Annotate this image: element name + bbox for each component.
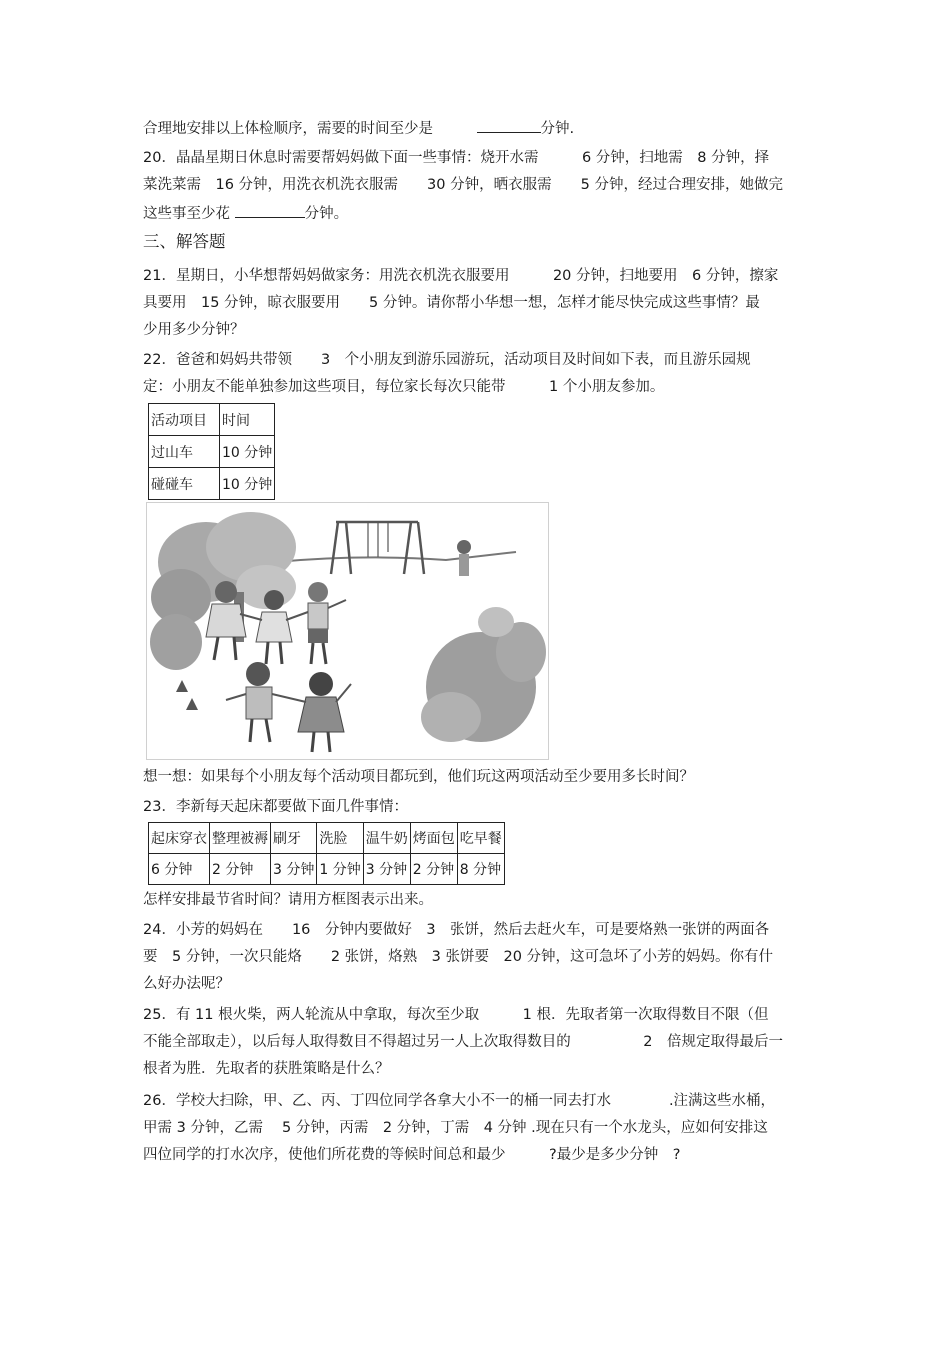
section-heading: 三、解答题: [143, 232, 226, 251]
time-cell: 3 分钟: [271, 854, 317, 885]
bush-icon: [150, 614, 202, 670]
question-22-line-3: 想一想：如果每个小朋友每个活动项目都玩到，他们玩这两项活动至少要用多长时间？: [143, 769, 694, 785]
question-21-line-3: 少用多少分钟？: [143, 322, 245, 338]
question-24-line-3: 么好办法呢？: [143, 976, 230, 992]
morning-tasks-table: [148, 822, 505, 885]
time-cell: 8 分钟: [457, 854, 504, 885]
table-header-row: [149, 404, 275, 436]
table-row: [149, 436, 275, 468]
table-row: [149, 468, 275, 500]
task-cell: 整理被褥: [210, 823, 271, 854]
task-cell: 烤面包: [410, 823, 457, 854]
question-24-line-2: 要 5 分钟，一次只能烙 2 张饼，烙熟 3 张饼要 20 分钟，这可急坏了小芳的妈妈。你有什: [143, 949, 774, 965]
activity-table: [148, 403, 275, 500]
answer-blank: [477, 118, 541, 133]
question-24-line-1: 24．小芳的妈妈在 16 分钟内要做好 3 张饼，然后去赶火车，可是要烙熟一张饼的两面各: [143, 922, 770, 938]
time-cell: 3 分钟: [363, 854, 410, 885]
question-25-line-2: 不能全部取走），以后每人取得数目不得超过另一人上次取得数目的 2 倍规定取得最后一: [143, 1034, 783, 1050]
time-cell: 1 分钟: [317, 854, 363, 885]
question-25-line-3: 根者为胜．先取者的获胜策略是什么？: [143, 1061, 390, 1077]
question-20-line-2: 菜洗菜需 16 分钟，用洗衣机洗衣服需 30 分钟，晒衣服需 5 分钟，经过合理安排，她做完: [143, 177, 783, 193]
table-cell: 10 分钟: [220, 436, 275, 468]
question-22-line-2: 定：小朋友不能单独参加这些项目，每位家长每次只能带 1 个小朋友参加。: [143, 379, 665, 395]
answer-blank: [235, 203, 305, 218]
question-20-line-3: 这些事至少花 分钟。: [143, 203, 348, 224]
question-25-line-1: 25．有 11 根火柴，两人轮流从中拿取，每次至少取 1 根．先取者第一次取得数目不限（但: [143, 1007, 769, 1023]
task-row: [149, 823, 505, 854]
question-20-line-1: 20．晶晶星期日休息时需要帮妈妈做下面一些事情：烧开水需 6 分钟，扫地需 8 分钟，择: [143, 150, 770, 166]
child-figure-icon: [457, 540, 471, 576]
question-21-line-1: 21．星期日，小华想帮妈妈做家务：用洗衣机洗衣服要用 20 分钟，扫地要用 6 分钟，擦家: [143, 268, 779, 284]
table-cell: 10 分钟: [220, 468, 275, 500]
question-23-line-2: 怎样安排最节省时间？请用方框图表示出来。: [143, 892, 433, 908]
playground-illustration: [146, 502, 549, 760]
task-cell: 洗脸: [317, 823, 363, 854]
table-header-cell: 时间: [220, 404, 275, 436]
question-26-line-2: 甲需 3 分钟，乙需 5 分钟，丙需 2 分钟，丁需 4 分钟 .现在只有一个水龙头，应如何安排这: [143, 1120, 768, 1136]
table-header-cell: 活动项目: [149, 404, 220, 436]
task-cell: 吃早餐: [457, 823, 504, 854]
question-26-line-3: 四位同学的打水次序，使他们所花费的等候时间总和最少 ?最少是多少分钟 ?: [143, 1147, 681, 1163]
question-21-line-2: 具要用 15 分钟，晾衣服要用 5 分钟。请你帮小华想一想，怎样才能尽快完成这些事情？最: [143, 295, 760, 311]
question-26-line-1: 26．学校大扫除，甲、乙、丙、丁四位同学各拿大小不一的桶一同去打水 .注满这些水桶，: [143, 1093, 776, 1109]
question-19-tail: 合理地安排以上体检顺序，需要的时间至少是 分钟.: [143, 118, 574, 139]
task-cell: 温牛奶: [363, 823, 410, 854]
question-22-line-1: 22．爸爸和妈妈共带领 3 个小朋友到游乐园游玩，活动项目及时间如下表，而且游乐园规: [143, 352, 751, 368]
question-23-line-1: 23．李新每天起床都要做下面几件事情：: [143, 799, 408, 815]
time-cell: 2 分钟: [410, 854, 457, 885]
task-cell: 刷牙: [271, 823, 317, 854]
time-row: [149, 854, 505, 885]
table-cell: 过山车: [149, 436, 220, 468]
table-cell: 碰碰车: [149, 468, 220, 500]
time-cell: 6 分钟: [149, 854, 210, 885]
time-cell: 2 分钟: [210, 854, 271, 885]
task-cell: 起床穿衣: [149, 823, 210, 854]
